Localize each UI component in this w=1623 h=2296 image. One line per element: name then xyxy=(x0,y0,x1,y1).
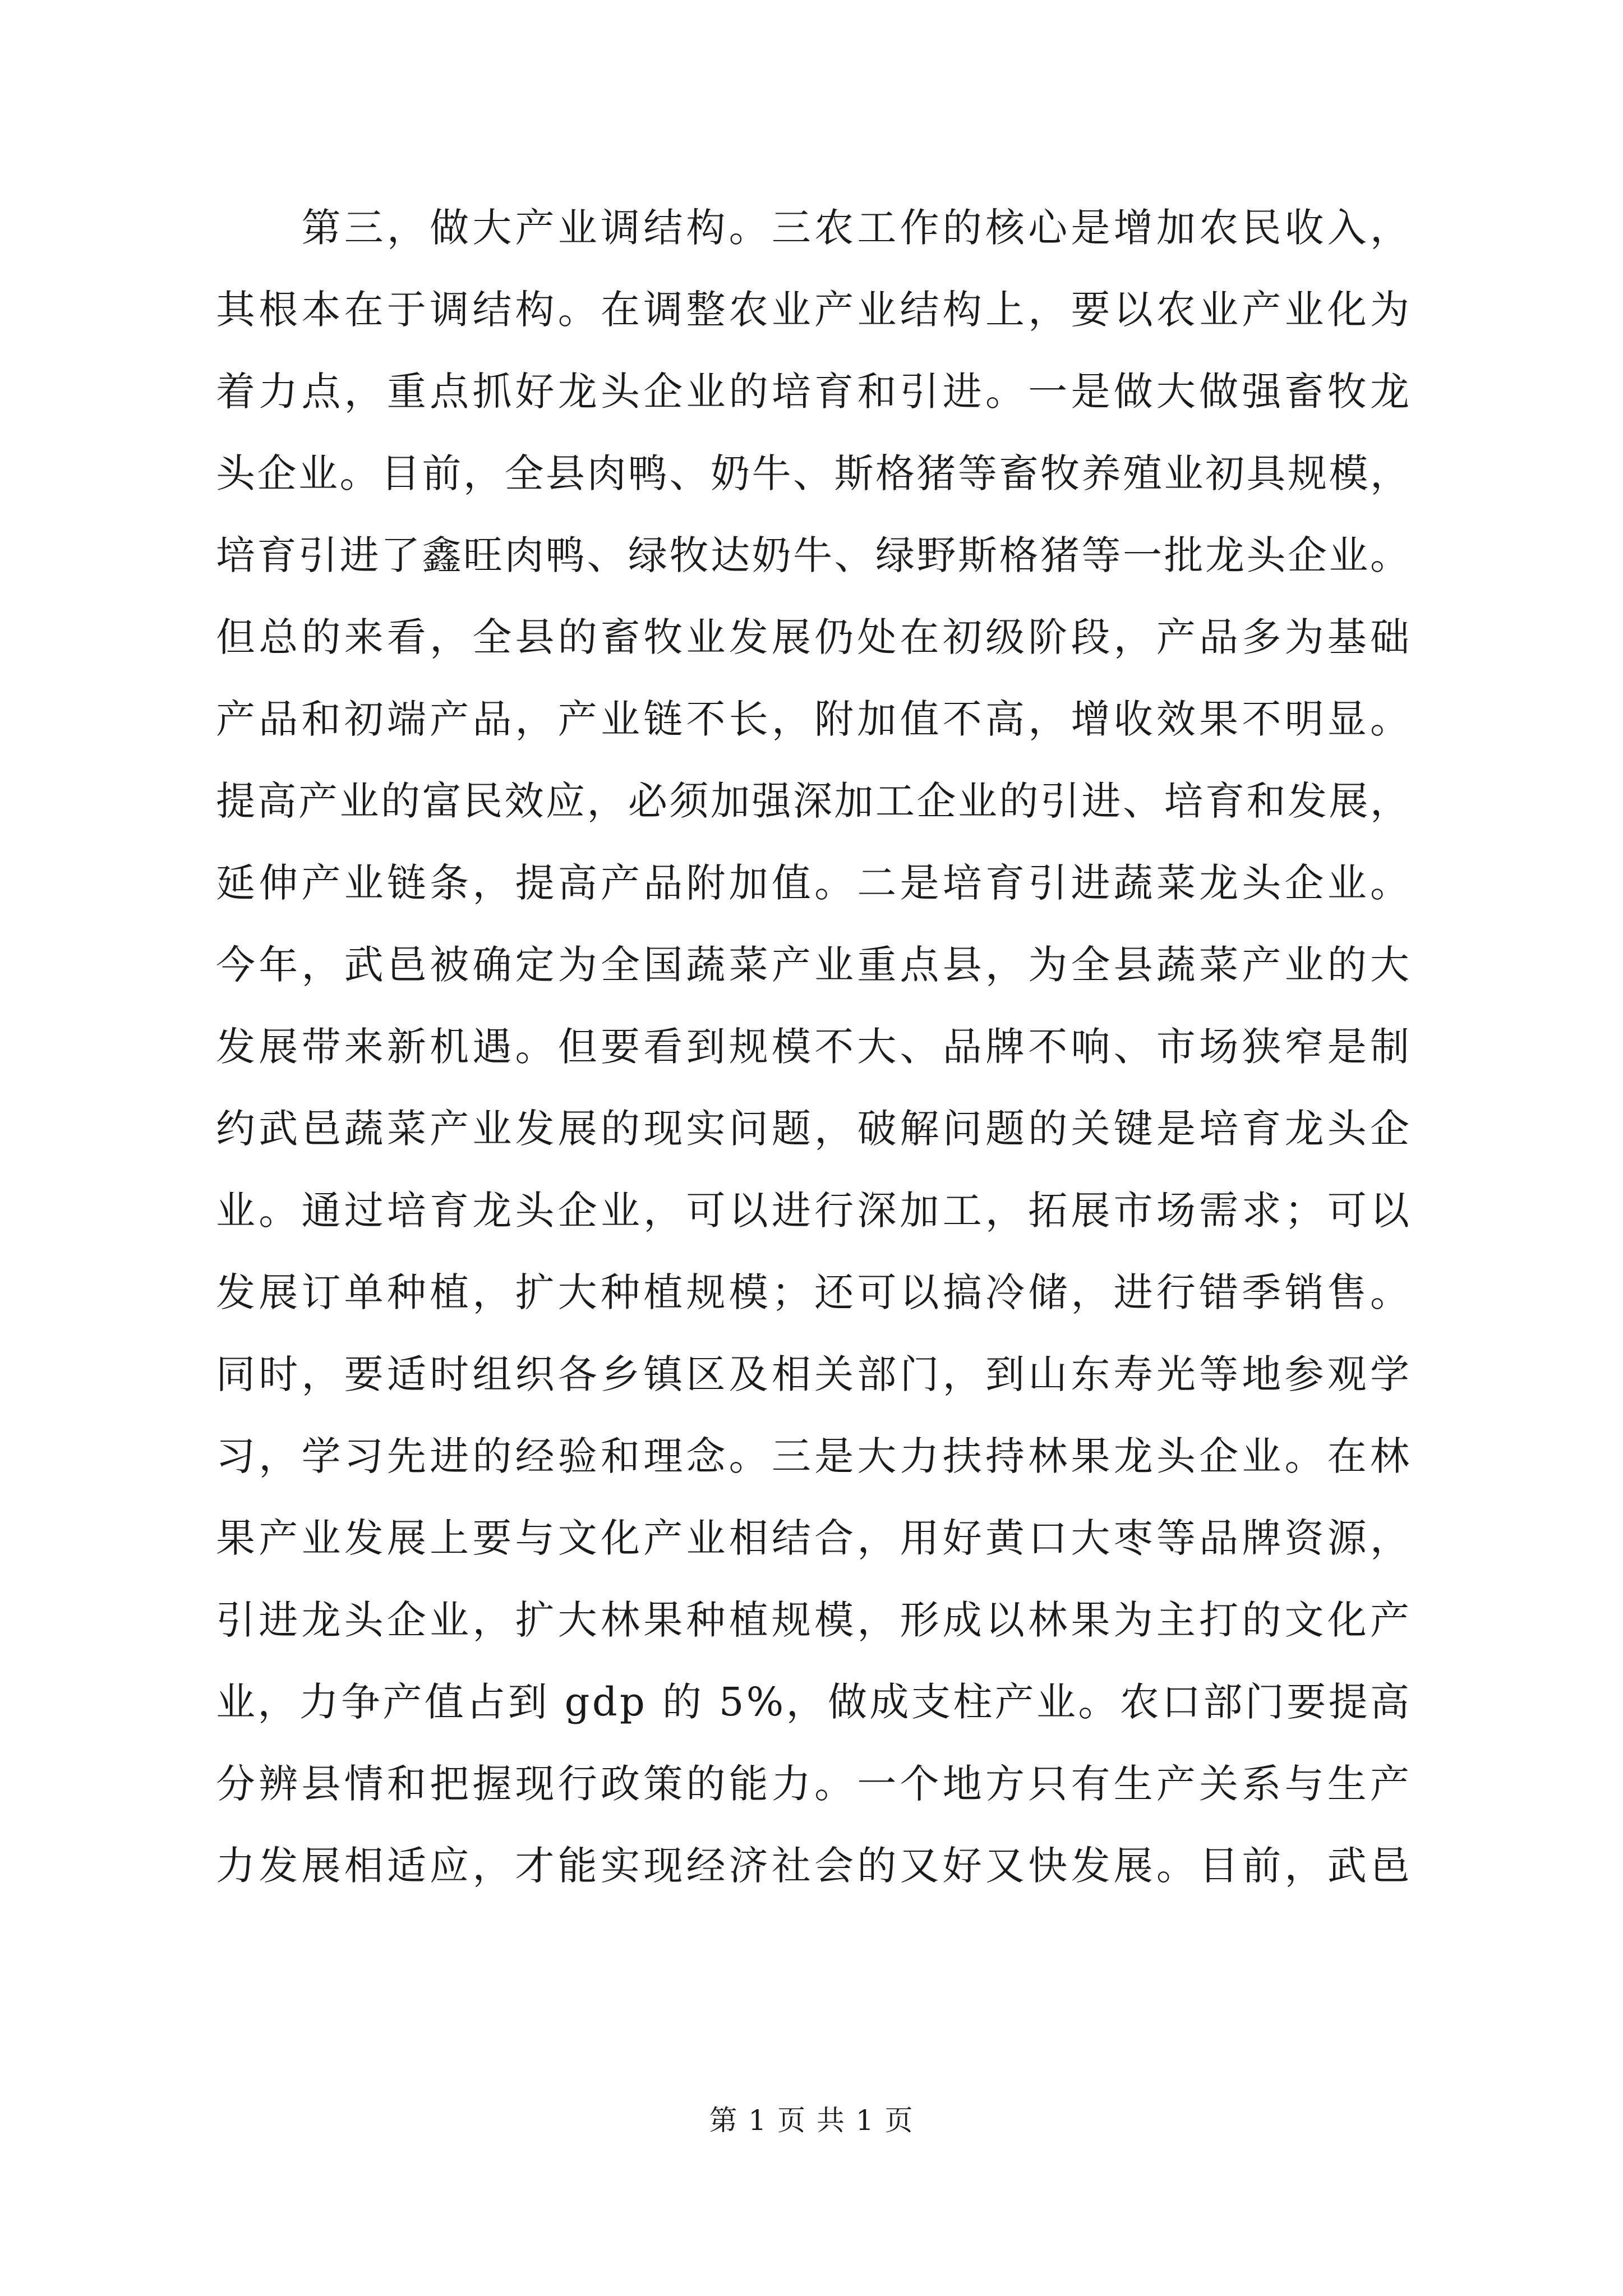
text-line: 其根本在于调结构。在调整农业产业结构上，要以农业产业化为 xyxy=(216,287,1413,333)
text-line: 产品和初端产品，产业链不长，附加值不高，增收效果不明显。 xyxy=(216,696,1413,742)
text-line: 延伸产业链条，提高产品附加值。二是培育引进蔬菜龙头企业。 xyxy=(216,860,1413,906)
text-line: 但总的来看，全县的畜牧业发展仍处在初级阶段，产品多为基础 xyxy=(216,614,1413,660)
text-line: 业。通过培育龙头企业，可以进行深加工，拓展市场需求；可以 xyxy=(216,1188,1413,1234)
text-line: 提高产业的富民效应，必须加强深加工企业的引进、培育和发展， xyxy=(216,778,1412,824)
text-line: 习，学习先进的经验和理念。三是大力扶持林果龙头企业。在林 xyxy=(216,1433,1413,1479)
text-line: 业，力争产值占到 gdp 的 5%，做成支柱产业。农口部门要提高 xyxy=(216,1679,1412,1725)
text-line: 同时，要适时组织各乡镇区及相关部门，到山东寿光等地参观学 xyxy=(216,1351,1413,1397)
text-line: 约武邑蔬菜产业发展的现实问题，破解问题的关键是培育龙头企 xyxy=(216,1106,1413,1152)
page-footer: 第 1 页 共 1 页 xyxy=(709,2104,914,2137)
text-line: 第三，做大产业调结构。三农工作的核心是增加农民收入， xyxy=(216,205,1413,251)
text-line: 果产业发展上要与文化产业相结合，用好黄口大枣等品牌资源， xyxy=(216,1515,1413,1561)
text-line: 今年，武邑被确定为全国蔬菜产业重点县，为全县蔬菜产业的大 xyxy=(216,942,1413,988)
text-line: 分辨县情和把握现行政策的能力。一个地方只有生产关系与生产 xyxy=(216,1761,1413,1807)
text-line: 着力点，重点抓好龙头企业的培育和引进。一是做大做强畜牧龙 xyxy=(216,369,1413,415)
text-line: 力发展相适应，才能实现经济社会的又好又快发展。目前，武邑 xyxy=(216,1843,1413,1889)
text-line: 发展订单种植，扩大种植规模；还可以搞冷储，进行错季销售。 xyxy=(216,1269,1413,1315)
text-line: 头企业。目前，全县肉鸭、奶牛、斯格猪等畜牧养殖业初具规模， xyxy=(216,450,1412,496)
text-line: 培育引进了鑫旺肉鸭、绿牧达奶牛、绿野斯格猪等一批龙头企业。 xyxy=(216,532,1412,578)
text-line: 引进龙头企业，扩大林果种植规模，形成以林果为主打的文化产 xyxy=(216,1597,1413,1643)
body-paragraph xyxy=(216,187,1413,1907)
text-line: 发展带来新机遇。但要看到规模不大、品牌不响、市场狭窄是制 xyxy=(216,1024,1413,1070)
